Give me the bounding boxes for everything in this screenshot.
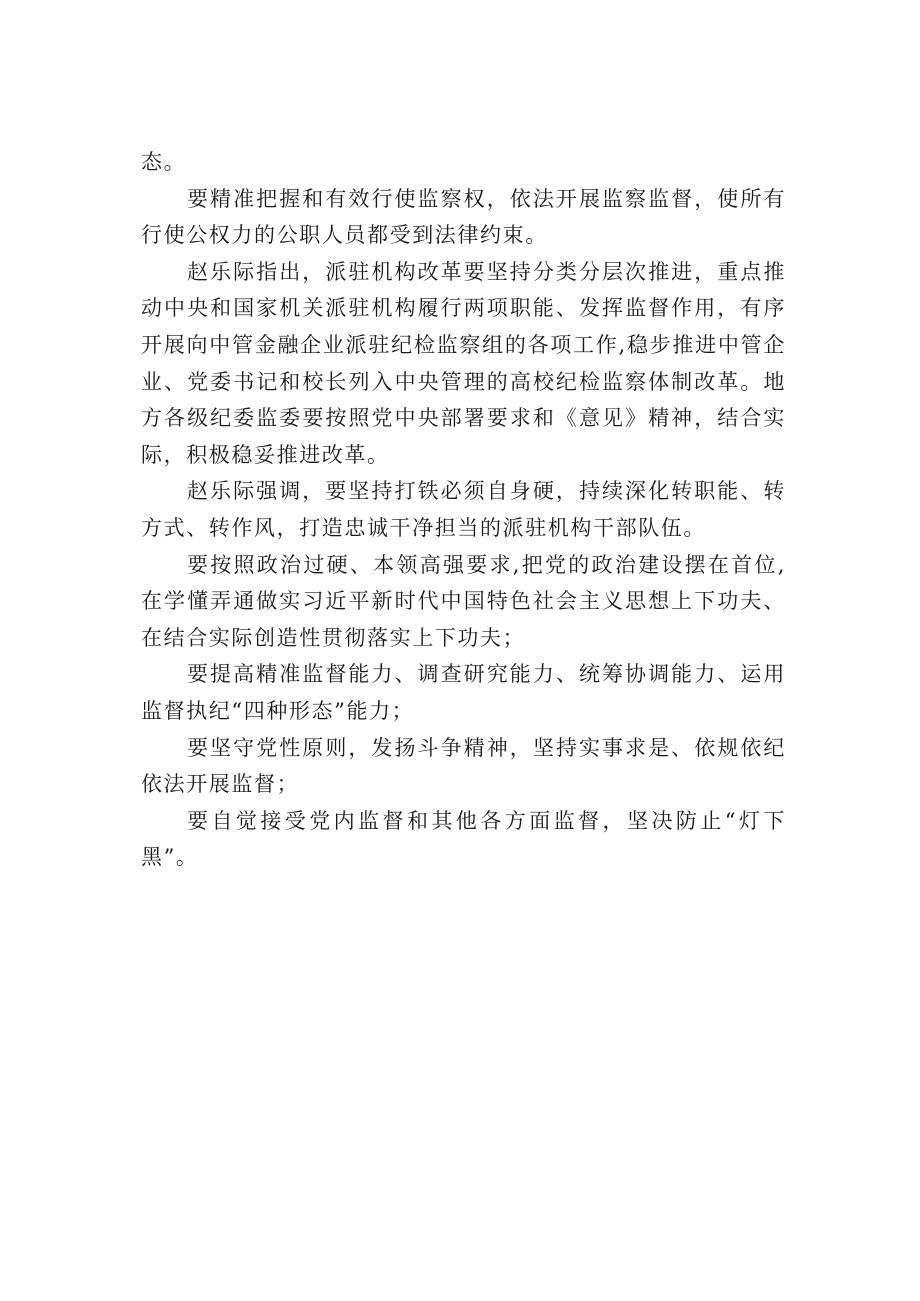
paragraph: 要精准把握和有效行使监察权，依法开展监察监督，使所有行使公权力的公职人员都受到法律约束。 (141, 186, 786, 248)
paragraph: 赵乐际强调，要坚持打铁必须自身硬，持续深化转职能、转方式、转作风，打造忠诚干净担当的派驻机构干部队伍。 (141, 479, 786, 540)
paragraph-continuation: 态。 (141, 150, 187, 174)
paragraph: 要按照政治过硬、本领高强要求,把党的政治建设摆在首位,在学懂弄通做实习近平新时代中国特色社会主义思想上下功夫、在结合实际创造性贯彻落实上下功夫； (141, 552, 786, 650)
paragraph: 要提高精准监督能力、调查研究能力、统筹协调能力、运用监督执纪“四种形态”能力； (141, 662, 786, 723)
document-body (141, 144, 786, 876)
paragraph: 要坚守党性原则，发扬斗争精神，坚持实事求是、依规依纪依法开展监督； (141, 735, 786, 797)
paragraph: 要自觉接受党内监督和其他各方面监督，坚决防止“灯下黑”。 (141, 808, 786, 870)
paragraph: 赵乐际指出，派驻机构改革要坚持分类分层次推进，重点推动中央和国家机关派驻机构履行两项职能、发挥监督作用，有序开展向中管金融企业派驻纪检监察组的各项工作,稳步推进中管企业、党委书记和校长列入中央管理的高校纪检监察体制改革。地方各级纪委监委要按照党中央部署要求和《意见》精神，结合实际，积极稳妥推进改革。 (141, 259, 786, 467)
